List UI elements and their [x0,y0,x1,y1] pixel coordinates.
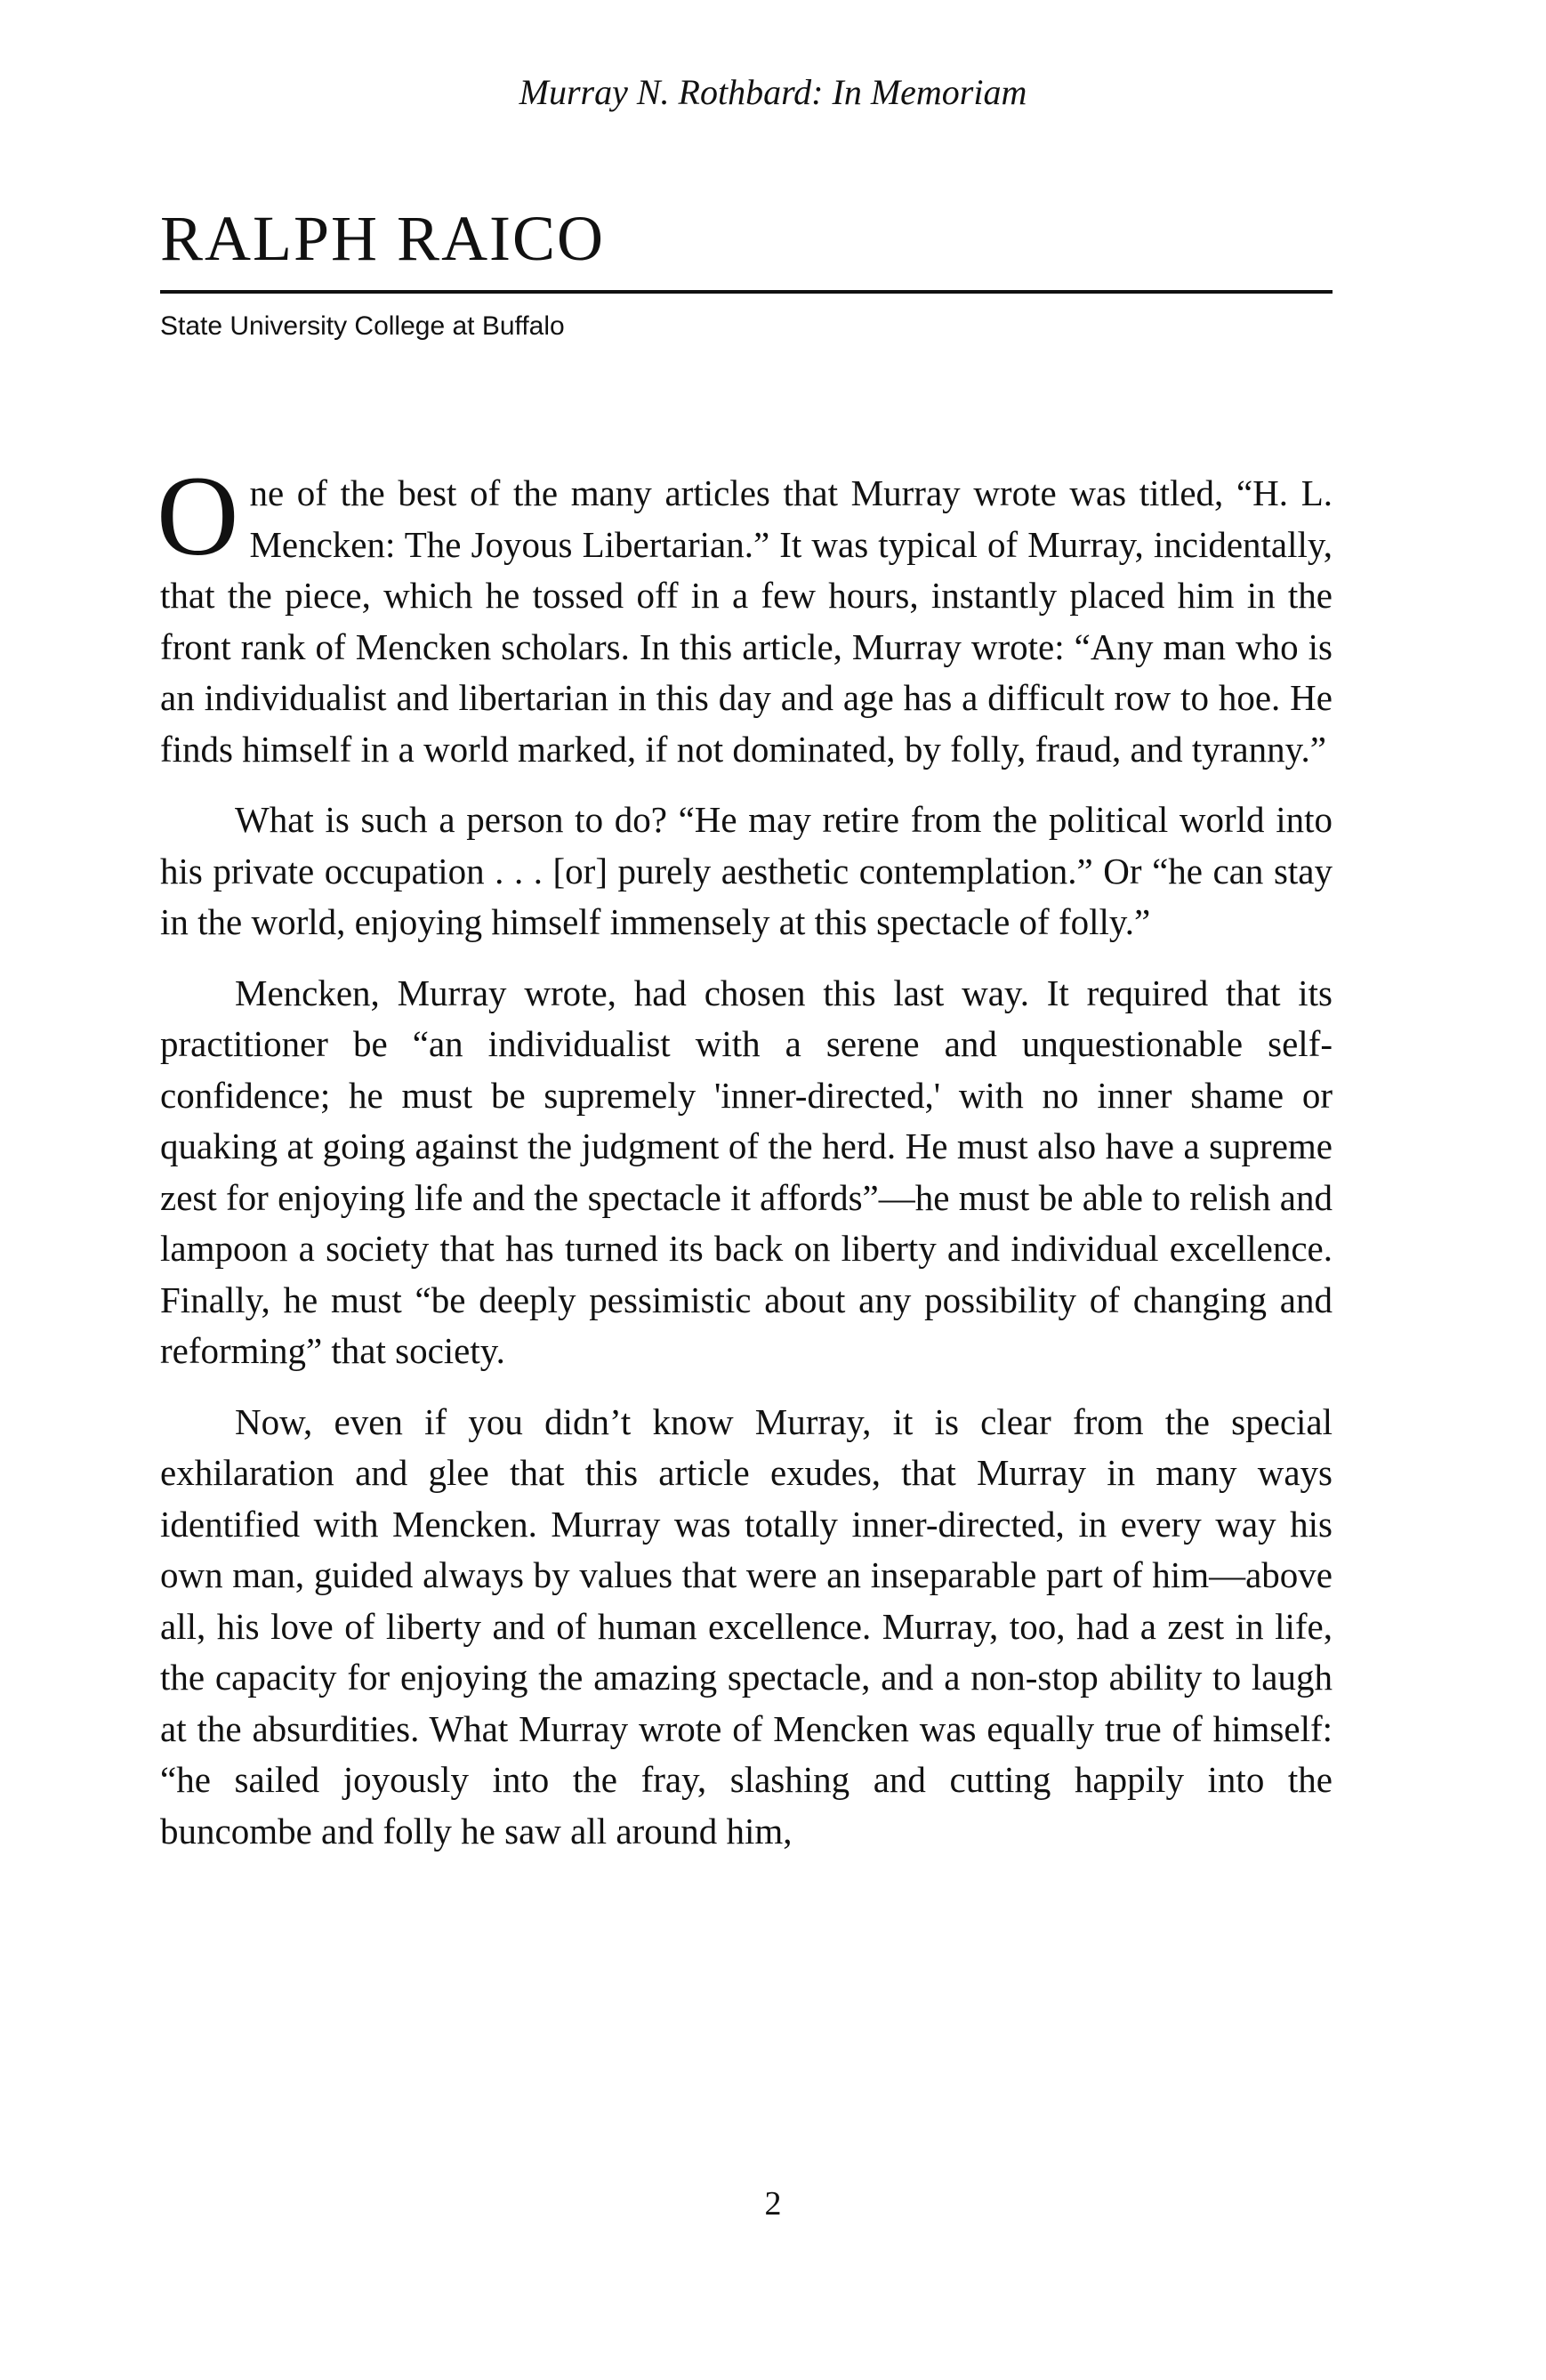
author-name: RALPH RAICO [160,203,606,274]
page-number: 2 [764,2185,782,2223]
title-rule [160,290,1333,294]
author-affiliation: State University College at Buffalo [160,311,565,341]
paragraph-1 [157,453,1333,775]
running-head: Murray N. Rothbard: In Memoriam [519,72,1027,112]
drop-cap: O [157,453,239,579]
paragraph-1-text: ne of the best of the many articles that Murray wrote was titled, “H. L. Mencken: The Joyous Libertarian.” It was typical of Murray, incidentally, that the piece, which he tossed off in a few hours, instantly placed him in the front rank of Mencken scholars. In this article, Murray wrote: “Any man who is an individualist and libertarian in this day and age has a difficult row to hoe. He finds himself in a world marked, if not dominated, by folly, fraud, and tyranny.” [160,472,1333,770]
paragraph-4: Now, even if you didn’t know Murray, it is clear from the special exhilaration and glee that this article exudes, that Murray in many ways identified with Mencken. Murray was totally inner-directed, in every way his own man, guided always by values that were an inseparable part of him—above all, his love of liberty and of human excellence. Murray, too, had a zest in life, the capacity for enjoying the amazing spectacle, and a non-stop ability to laugh at the absurdities. What Murray wrote of Mencken was equally true of himself: “he sailed joyously into the fray, slashing and cutting happily into the buncombe and folly he saw all around him, [160,1400,1333,1852]
article-body [157,453,1333,1876]
paragraph-2: What is such a person to do? “He may retire from the political world into his private occupation . . . [or] purely aesthetic contemplation.” Or “he can stay in the world, enjoying himself immensely at this spectacle of folly.” [160,799,1333,942]
paragraph-3: Mencken, Murray wrote, had chosen this last way. It required that its practitioner be “an individualist with a serene and unquestionable self-confidence; he must be supremely 'inner-directed,' with no inner shame or quaking at going against the judgment of the herd. He must also have a supreme zest for enjoying life and the spectacle it affords”—he must be able to relish and lampoon a society that has turned its back on liberty and individual excellence. Finally, he must “be deeply pessimistic about any possibility of changing and reforming” that society. [160,972,1333,1371]
